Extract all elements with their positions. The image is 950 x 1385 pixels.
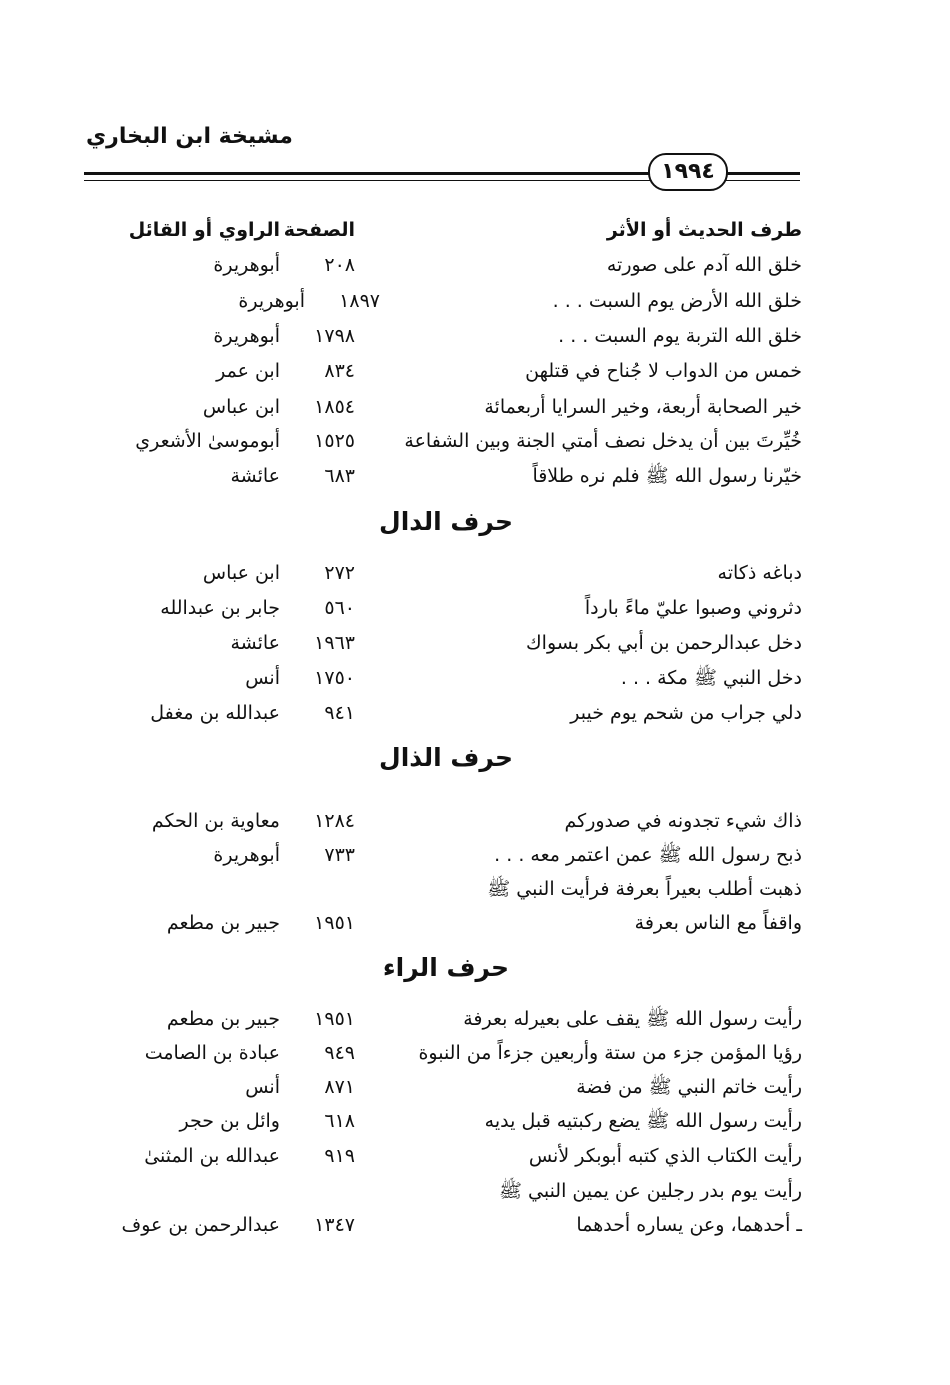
section-heading-dhal: حرف الذال: [379, 743, 513, 772]
page-ref: ١٣٤٧: [314, 1214, 355, 1236]
page-ref: ١٩٦٣: [314, 632, 355, 654]
hadith-text: خلق الله آدم على صورته: [606, 254, 802, 276]
index-row: [90, 354, 802, 388]
hadith-text: دخل النبي ﷺ مكة . . .: [620, 667, 802, 689]
page-number: ١٩٩٤: [648, 153, 728, 191]
narrator: جبير بن مطعم: [166, 1008, 280, 1030]
page-ref: ١٢٨٤: [314, 810, 355, 832]
narrator: جبير بن مطعم: [166, 912, 280, 934]
page-ref: ١٩٥١: [314, 912, 355, 934]
narrator: معاوية بن الحكم: [151, 810, 280, 832]
hadith-text: دلي جراب من شحم يوم خيبر: [570, 702, 802, 724]
narrator: وائل بن حجر: [179, 1110, 280, 1132]
hadith-text: رأيت رسول الله ﷺ يقف على بعيرله بعرفة: [463, 1008, 802, 1030]
section-heading-dal: حرف الدال: [379, 507, 513, 536]
narrator: أنس: [245, 667, 280, 689]
column-header-page: الصفحة: [283, 219, 355, 241]
index-row: [90, 661, 802, 695]
hadith-text: رؤيا المؤمن جزء من ستة وأربعين جزءاً من النبوة: [418, 1042, 802, 1064]
hadith-text: رأيت رسول الله ﷺ يضع ركبتيه قبل يديه: [484, 1110, 802, 1132]
hadith-text: ذاك شيء تجدونه في صدوركم: [564, 810, 802, 832]
index-row: [90, 1139, 802, 1173]
page-ref: ٩٤٩: [324, 1042, 355, 1064]
index-row: [90, 319, 802, 353]
index-row: [90, 390, 802, 424]
page-ref: ٩٤١: [324, 702, 355, 724]
index-row: [90, 804, 802, 838]
index-row: [90, 906, 802, 940]
index-row: [90, 1208, 802, 1242]
index-row: [90, 626, 802, 660]
index-row: [90, 872, 802, 906]
hadith-text: خُيِّرتَ بين أن يدخل نصف أمتي الجنة وبين الشفاعة: [404, 430, 802, 452]
narrator: أبوهريرة: [238, 290, 305, 312]
narrator: أبوهريرة: [213, 254, 280, 276]
narrator: ابن عباس: [202, 396, 280, 418]
narrator: عبدالله بن المثنىٰ: [144, 1145, 280, 1167]
hadith-text: دثروني وصبوا عليّ ماءً بارداً: [584, 597, 802, 619]
page-ref: ٢٧٢: [324, 562, 355, 584]
hadith-text: دباغه ذكاته: [717, 562, 802, 584]
index-row: [90, 459, 802, 493]
hadith-text: واقفاً مع الناس بعرفة: [634, 912, 802, 934]
page-ref: ١٨٥٤: [314, 396, 355, 418]
index-row: [90, 284, 802, 318]
page-ref: ١٧٥٠: [314, 667, 355, 689]
narrator: عائشة: [230, 632, 280, 654]
index-row: [90, 1070, 802, 1104]
narrator: عبدالله بن مغفل: [150, 702, 280, 724]
hadith-text: خلق الله التربة يوم السبت . . .: [558, 325, 802, 347]
page-ref: ٦١٨: [324, 1110, 355, 1132]
narrator: عائشة: [230, 465, 280, 487]
book-title: مشيخة ابن البخاري: [86, 124, 293, 149]
page-ref: ١٧٩٨: [314, 325, 355, 347]
hadith-text: رأيت يوم بدر رجلين عن يمين النبي ﷺ: [499, 1180, 802, 1202]
index-row: [90, 838, 802, 872]
narrator: ابن عباس: [202, 562, 280, 584]
hadith-text: ذهبت أطلب بعيراً بعرفة فرأيت النبي ﷺ: [487, 878, 802, 900]
page-ref: ٧٣٣: [324, 844, 355, 866]
column-headers: [90, 213, 802, 247]
page-ref: ٢٠٨: [324, 254, 355, 276]
narrator: جابر بن عبدالله: [160, 597, 280, 619]
index-row: [90, 1002, 802, 1036]
narrator: عبدالرحمن بن عوف: [121, 1214, 280, 1236]
column-header-hadith: طرف الحديث أو الأثر: [606, 219, 802, 241]
narrator: عبادة بن الصامت: [144, 1042, 280, 1064]
hadith-text: خير الصحابة أربعة، وخير السرايا أربعمائة: [484, 396, 802, 418]
narrator: ابن عمر: [216, 360, 280, 382]
page-ref: ١٥٢٥: [314, 430, 355, 452]
hadith-text: خلق الله الأرض يوم السبت . . .: [552, 290, 802, 312]
index-row: [90, 696, 802, 730]
hadith-text: ـ أحدهما، وعن يساره أحدهما: [576, 1214, 802, 1236]
page-ref: ٥٦٠: [324, 597, 355, 619]
page-ref: ٨٣٤: [324, 360, 355, 382]
index-row: [90, 1036, 802, 1070]
page-ref: ١٨٩٧: [339, 290, 380, 312]
page-ref: ٩١٩: [324, 1145, 355, 1167]
hadith-text: دخل عبدالرحمن بن أبي بكر بسواك: [526, 632, 802, 654]
column-header-narrator: الراوي أو القائل: [128, 219, 280, 241]
index-row: [90, 424, 802, 458]
hadith-text: رأيت الكتاب الذي كتبه أبوبكر لأنس: [528, 1145, 802, 1167]
narrator: أنس: [245, 1076, 280, 1098]
section-heading-ra: حرف الراء: [382, 953, 510, 982]
index-row: [90, 248, 802, 282]
narrator: أبوموسىٰ الأشعري: [135, 430, 280, 452]
index-row: [90, 1104, 802, 1138]
index-row: [90, 591, 802, 625]
narrator: أبوهريرة: [213, 844, 280, 866]
narrator: أبوهريرة: [213, 325, 280, 347]
index-row: [90, 556, 802, 590]
hadith-text: خمس من الدواب لا جُناح في قتلهن: [525, 360, 802, 382]
hadith-text: رأيت خاتم النبي ﷺ من فضة: [576, 1076, 802, 1098]
page-ref: ٦٨٣: [324, 465, 355, 487]
hadith-text: خيّرنا رسول الله ﷺ فلم نره طلاقاً: [532, 465, 802, 487]
index-row: [90, 1174, 802, 1208]
page-ref: ٨٧١: [324, 1076, 355, 1098]
page-ref: ١٩٥١: [314, 1008, 355, 1030]
hadith-text: ذبح رسول الله ﷺ عمن اعتمر معه . . .: [494, 844, 802, 866]
